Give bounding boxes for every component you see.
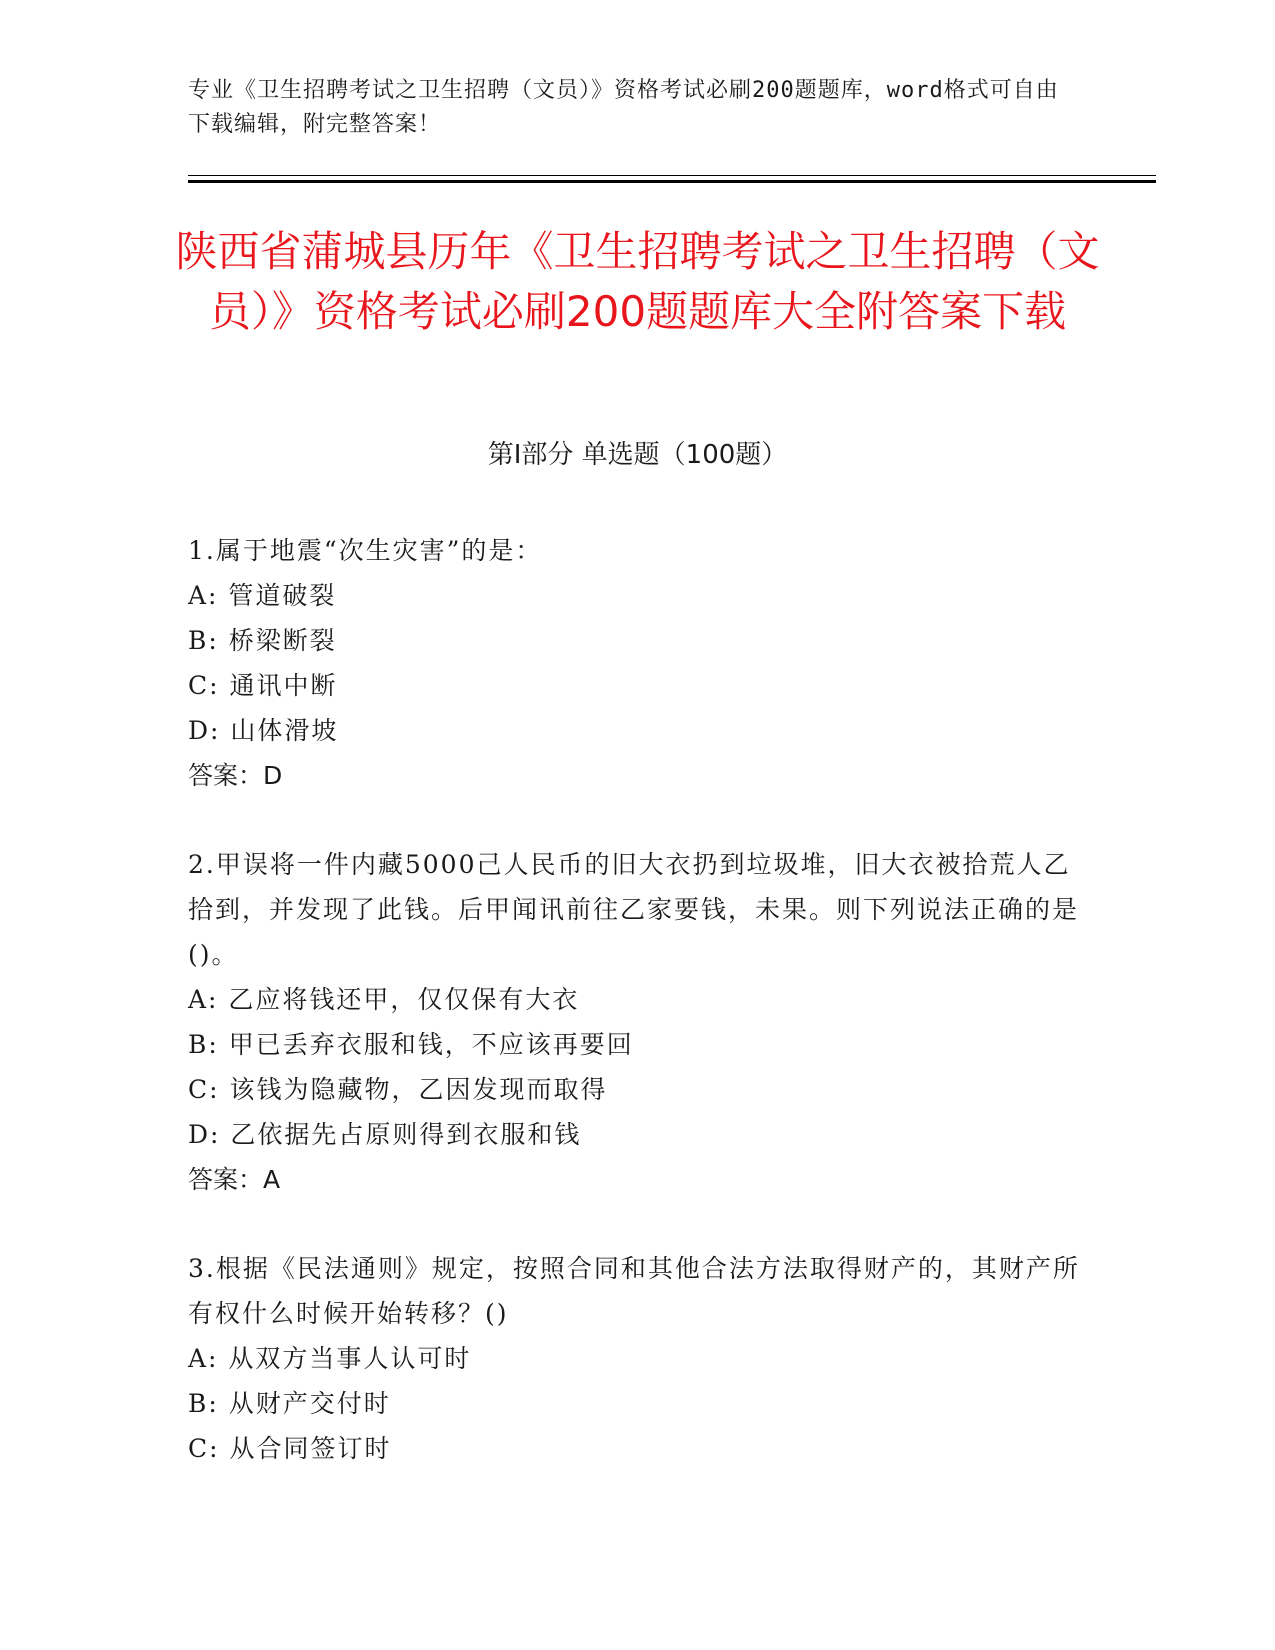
question-2	[188, 842, 1088, 1202]
question-text: 2.甲误将一件内藏5000己人民币的旧大衣扔到垃圾堆，旧大衣被拾荒人乙拾到，并发现了此钱。后甲闻讯前往乙家要钱，未果。则下列说法正确的是()。	[188, 850, 1080, 969]
option-d: D: 山体滑坡	[188, 716, 339, 745]
option-a: A: 乙应将钱还甲，仅仅保有大衣	[188, 985, 580, 1014]
option-c: C: 该钱为隐藏物，乙因发现而取得	[188, 1075, 608, 1104]
question-list	[188, 528, 1088, 1515]
question-3	[188, 1246, 1088, 1471]
option-a: A: 管道破裂	[188, 581, 337, 610]
header-rule-thick	[188, 180, 1156, 183]
question-1	[188, 528, 1088, 798]
section-heading: 第Ⅰ部分 单选题（100题）	[487, 440, 788, 470]
option-a: A: 从双方当事人认可时	[188, 1344, 472, 1373]
option-b: B: 甲已丢弃衣服和钱，不应该再要回	[188, 1030, 634, 1059]
option-c: C: 从合同签订时	[188, 1434, 392, 1463]
option-d: D: 乙依据先占原则得到衣服和钱	[188, 1120, 582, 1149]
answer: 答案：A	[188, 1165, 281, 1194]
option-c: C: 通讯中断	[188, 671, 338, 700]
option-b: B: 桥梁断裂	[188, 626, 337, 655]
answer: 答案：D	[188, 761, 283, 790]
header-rule-thin	[188, 175, 1156, 176]
option-b: B: 从财产交付时	[188, 1389, 391, 1418]
document-title: 陕西省蒲城县历年《卫生招聘考试之卫生招聘（文员）》资格考试必刷200题题库大全附答案下载	[175, 227, 1100, 336]
question-text: 3.根据《民法通则》规定，按照合同和其他合法方法取得财产的，其财产所有权什么时候开始转移？()	[188, 1254, 1080, 1328]
question-text: 1.属于地震“次生灾害”的是：	[188, 536, 543, 565]
header-note: 专业《卫生招聘考试之卫生招聘（文员）》资格考试必刷200题题库，word格式可自由下载编辑，附完整答案！	[188, 78, 1059, 137]
